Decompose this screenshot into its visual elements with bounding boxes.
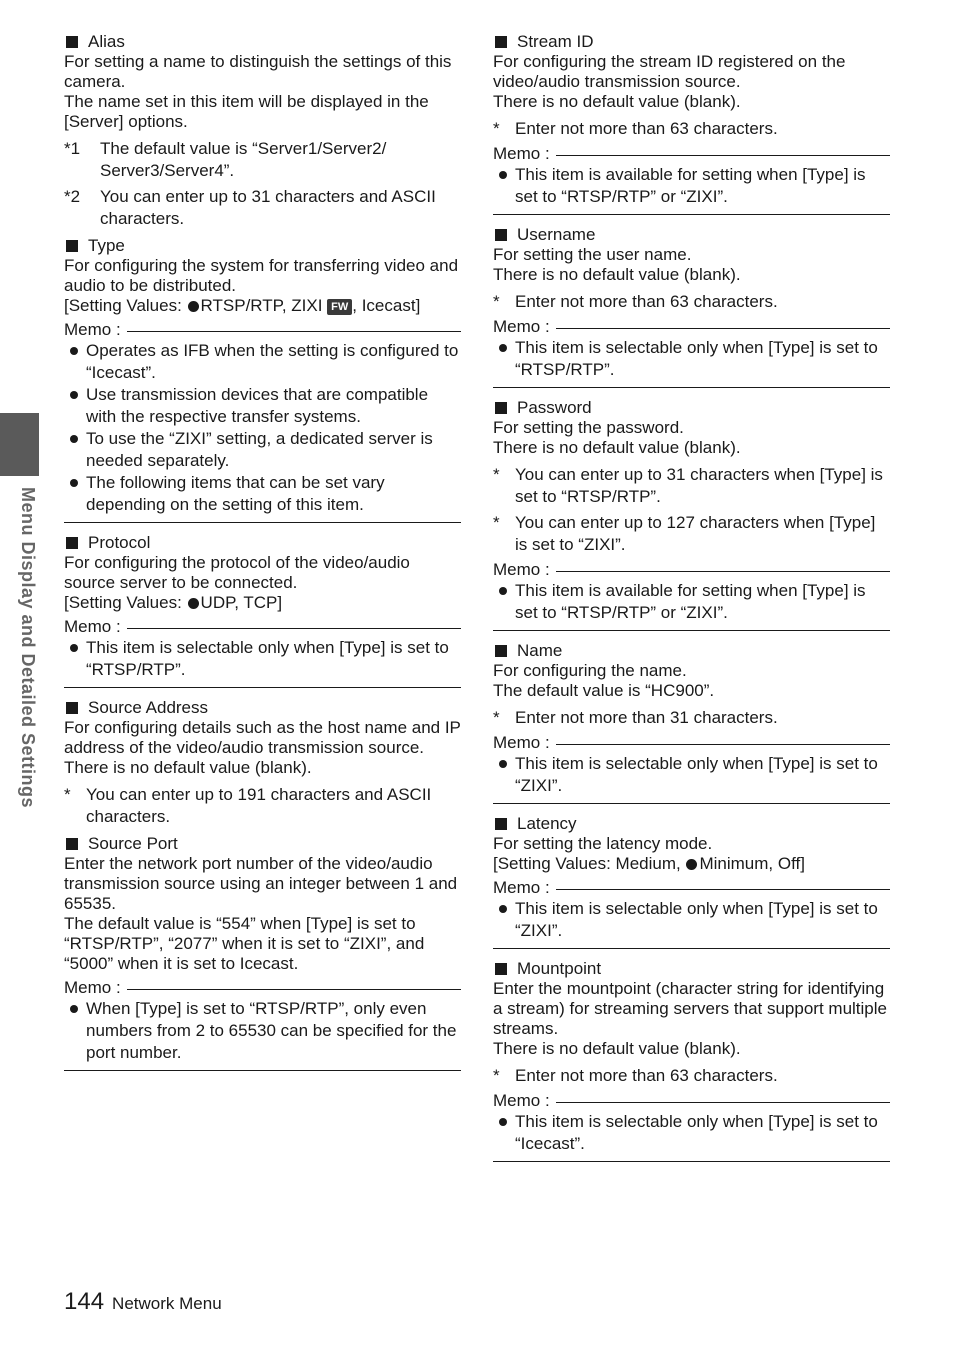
- page-footer: [64, 1288, 222, 1315]
- asterisk-notes: [493, 707, 890, 729]
- asterisk-note: [64, 784, 461, 828]
- memo-header: [493, 560, 890, 580]
- memo-text: The following items that can be set vary depending on the setting of this item.: [86, 473, 385, 514]
- memo-item: [64, 340, 461, 384]
- setting-section: [493, 641, 890, 804]
- asterisk-note: [493, 1065, 890, 1087]
- setting-default: UDP: [200, 593, 235, 612]
- right-column: [493, 32, 890, 1172]
- section-title: Name: [517, 641, 563, 660]
- asterisk-note-text: Enter not more than 63 characters.: [515, 1066, 778, 1085]
- section-body: [64, 256, 461, 316]
- section-title: Source Address: [88, 698, 209, 717]
- side-tab-text: Menu Display and Detailed Settings: [18, 487, 38, 809]
- section-heading: [493, 641, 890, 661]
- setting-section: [493, 32, 890, 215]
- asterisk-notes: [64, 784, 461, 828]
- bullet-dot-icon: [499, 905, 507, 913]
- section-body: [493, 979, 890, 1059]
- description-line: For setting a name to distinguish the settings of this camera.: [64, 52, 452, 91]
- section-heading: [64, 32, 461, 52]
- memo-text: This item is available for setting when [Type] is set to “RTSP/RTP” or “ZIXI”.: [515, 165, 866, 206]
- memo-header: [493, 1091, 890, 1111]
- asterisk-note-text: Enter not more than 63 characters.: [515, 292, 778, 311]
- footnote-mark: *2: [64, 187, 81, 206]
- memo-list: [493, 753, 890, 797]
- square-bullet-icon: [66, 240, 78, 252]
- section-end-rule: [493, 803, 890, 804]
- left-column: [64, 32, 461, 1081]
- memo-text: This item is available for setting when [Type] is set to “RTSP/RTP” or “ZIXI”.: [515, 581, 866, 622]
- memo-label: Memo :: [493, 733, 550, 752]
- setting-section: [64, 834, 461, 1071]
- bullet-dot-icon: [499, 760, 507, 768]
- section-end-rule: [64, 687, 461, 688]
- description-line: The default value is “HC900”.: [493, 681, 715, 700]
- memo-list: [493, 898, 890, 942]
- memo-list: [64, 340, 461, 516]
- memo-text: This item is selectable only when [Type] is set to “RTSP/RTP”.: [515, 338, 878, 379]
- memo-rule: [127, 628, 461, 629]
- memo-text: This item is selectable only when [Type] is set to “Icecast”.: [515, 1112, 878, 1153]
- square-bullet-icon: [66, 702, 78, 714]
- memo-text: This item is selectable only when [Type] is set to “ZIXI”.: [515, 899, 878, 940]
- footnote-text: The default value is “Server1/Server2/ Server3/Server4”.: [100, 139, 387, 180]
- asterisk-note-text: Enter not more than 31 characters.: [515, 708, 778, 727]
- section-end-rule: [64, 1070, 461, 1071]
- asterisk-notes: [493, 464, 890, 556]
- memo-item: [64, 472, 461, 516]
- bullet-dot-icon: [499, 344, 507, 352]
- memo-rule: [556, 328, 890, 329]
- asterisk-note: [493, 512, 890, 556]
- section-end-rule: [493, 387, 890, 388]
- section-end-rule: [493, 1161, 890, 1162]
- section-heading: [493, 225, 890, 245]
- memo-header: [493, 144, 890, 164]
- page-number: 144: [64, 1288, 105, 1315]
- memo-list: [493, 164, 890, 208]
- memo-item: [64, 384, 461, 428]
- default-marker-icon: [188, 598, 199, 609]
- description-line: For setting the password.: [493, 418, 684, 437]
- asterisk-notes: [493, 118, 890, 140]
- side-tab-marker: [0, 413, 39, 476]
- setting-section: [64, 32, 461, 230]
- memo-rule: [127, 989, 461, 990]
- section-title: Type: [88, 236, 125, 255]
- memo-item: [64, 428, 461, 472]
- memo-rule: [127, 331, 461, 332]
- asterisk-icon: *: [493, 1066, 500, 1085]
- setting-section: [493, 814, 890, 949]
- square-bullet-icon: [495, 963, 507, 975]
- memo-item: [493, 898, 890, 942]
- memo-text: This item is selectable only when [Type] is set to “ZIXI”.: [515, 754, 878, 795]
- memo-item: [64, 637, 461, 681]
- section-heading: [493, 398, 890, 418]
- section-body: [493, 834, 890, 874]
- description-line: There is no default value (blank).: [493, 92, 741, 111]
- description-line: There is no default value (blank).: [493, 438, 741, 457]
- memo-item: [493, 164, 890, 208]
- memo-header: [64, 617, 461, 637]
- setting-middle: , ZIXI: [281, 296, 328, 315]
- description-line: For configuring the protocol of the video/audio source server to be connected.: [64, 553, 410, 592]
- bullet-dot-icon: [70, 391, 78, 399]
- memo-list: [493, 337, 890, 381]
- square-bullet-icon: [66, 838, 78, 850]
- memo-text: To use the “ZIXI” setting, a dedicated server is needed separately.: [86, 429, 433, 470]
- setting-section: [64, 533, 461, 688]
- description-line: For configuring details such as the host name and IP address of the video/audio transmission source.: [64, 718, 461, 757]
- section-title: Password: [517, 398, 592, 417]
- memo-label: Memo :: [64, 978, 121, 997]
- section-title: Protocol: [88, 533, 151, 552]
- memo-list: [493, 1111, 890, 1155]
- memo-rule: [556, 889, 890, 890]
- memo-rule: [556, 155, 890, 156]
- section-heading: [493, 32, 890, 52]
- section-body: [493, 245, 890, 285]
- memo-header: [64, 320, 461, 340]
- description-line: Enter the network port number of the video/audio transmission source using an integer between 1 and 65535.: [64, 854, 458, 913]
- memo-header: [493, 878, 890, 898]
- section-title: Source Port: [88, 834, 178, 853]
- memo-item: [493, 1111, 890, 1155]
- memo-list: [493, 580, 890, 624]
- footnote-text: You can enter up to 31 characters and ASCII characters.: [100, 187, 436, 228]
- section-body: [493, 418, 890, 458]
- setting-section: [493, 959, 890, 1162]
- setting-suffix: , Icecast]: [352, 296, 421, 315]
- memo-header: [493, 733, 890, 753]
- setting-middle: , Off]: [768, 854, 805, 873]
- section-body: [64, 553, 461, 613]
- description-line: There is no default value (blank).: [493, 1039, 741, 1058]
- description-line: For setting the user name.: [493, 245, 692, 264]
- asterisk-note-text: Enter not more than 63 characters.: [515, 119, 778, 138]
- setting-default: Minimum: [699, 854, 769, 873]
- section-end-rule: [64, 522, 461, 523]
- memo-rule: [556, 1102, 890, 1103]
- asterisk-icon: *: [493, 292, 500, 311]
- side-tab-label: [10, 487, 40, 847]
- asterisk-note: [493, 291, 890, 313]
- default-marker-icon: [686, 859, 697, 870]
- section-heading: [64, 533, 461, 553]
- description-line: For setting the latency mode.: [493, 834, 713, 853]
- square-bullet-icon: [66, 36, 78, 48]
- memo-text: Use transmission devices that are compatible with the respective transfer systems.: [86, 385, 429, 426]
- memo-text: This item is selectable only when [Type] is set to “RTSP/RTP”.: [86, 638, 449, 679]
- square-bullet-icon: [495, 645, 507, 657]
- section-end-rule: [493, 948, 890, 949]
- section-title: Username: [517, 225, 596, 244]
- setting-values: [64, 296, 461, 316]
- description-line: The default value is “554” when [Type] is set to “RTSP/RTP”, “2077” when it is set to “ZIXI”, and “5000” when it is set to Icecast.: [64, 914, 425, 973]
- setting-default: RTSP/RTP: [200, 296, 282, 315]
- description-line: There is no default value (blank).: [64, 758, 312, 777]
- memo-header: [64, 978, 461, 998]
- bullet-dot-icon: [499, 1118, 507, 1126]
- setting-prefix: [Setting Values: Medium,: [493, 854, 686, 873]
- section-end-rule: [493, 214, 890, 215]
- bullet-dot-icon: [70, 644, 78, 652]
- square-bullet-icon: [495, 229, 507, 241]
- asterisk-note: [493, 118, 890, 140]
- asterisk-note: [493, 707, 890, 729]
- default-marker-icon: [188, 301, 199, 312]
- setting-values: [493, 854, 890, 874]
- bullet-dot-icon: [70, 1005, 78, 1013]
- square-bullet-icon: [495, 818, 507, 830]
- asterisk-icon: *: [493, 119, 500, 138]
- memo-text: When [Type] is set to “RTSP/RTP”, only even numbers from 2 to 65530 can be specified for the port number.: [86, 999, 457, 1062]
- footnote: [64, 138, 461, 182]
- section-title: Latency: [517, 814, 577, 833]
- setting-values: [64, 593, 461, 613]
- description-line: For configuring the name.: [493, 661, 687, 680]
- description-line: The name set in this item will be displayed in the [Server] options.: [64, 92, 429, 131]
- bullet-dot-icon: [499, 587, 507, 595]
- memo-label: Memo :: [493, 1091, 550, 1110]
- section-body: [64, 854, 461, 974]
- setting-prefix: [Setting Values:: [64, 593, 187, 612]
- setting-section: [64, 236, 461, 523]
- bullet-dot-icon: [70, 479, 78, 487]
- footnote-mark: *1: [64, 139, 81, 158]
- asterisk-icon: *: [64, 785, 71, 804]
- memo-label: Memo :: [64, 617, 121, 636]
- memo-list: [64, 998, 461, 1064]
- asterisk-icon: *: [493, 513, 500, 532]
- section-title: Stream ID: [517, 32, 594, 51]
- section-title: Mountpoint: [517, 959, 602, 978]
- asterisk-notes: [493, 1065, 890, 1087]
- fw-badge-icon: FW: [327, 299, 352, 315]
- square-bullet-icon: [66, 537, 78, 549]
- memo-rule: [556, 744, 890, 745]
- section-heading: [64, 698, 461, 718]
- section-heading: [493, 959, 890, 979]
- memo-item: [493, 337, 890, 381]
- section-body: [64, 718, 461, 778]
- memo-text: Operates as IFB when the setting is configured to “Icecast”.: [86, 341, 459, 382]
- footer-section-title: Network Menu: [112, 1294, 222, 1313]
- memo-header: [493, 317, 890, 337]
- memo-rule: [556, 571, 890, 572]
- memo-item: [493, 580, 890, 624]
- section-end-rule: [493, 630, 890, 631]
- memo-label: Memo :: [493, 317, 550, 336]
- setting-middle: , TCP]: [234, 593, 283, 612]
- footnote: [64, 186, 461, 230]
- description-line: For configuring the stream ID registered on the video/audio transmission source.: [493, 52, 846, 91]
- description-line: For configuring the system for transferring video and audio to be distributed.: [64, 256, 459, 295]
- asterisk-note-text: You can enter up to 127 characters when [Type] is set to “ZIXI”.: [515, 513, 876, 554]
- asterisk-note-text: You can enter up to 191 characters and ASCII characters.: [86, 785, 432, 826]
- memo-label: Memo :: [493, 560, 550, 579]
- square-bullet-icon: [495, 402, 507, 414]
- setting-section: [493, 398, 890, 631]
- section-heading: [64, 834, 461, 854]
- description-line: Enter the mountpoint (character string for identifying a stream) for streaming servers that support multiple streams.: [493, 979, 887, 1038]
- section-title: Alias: [88, 32, 125, 51]
- setting-section: [493, 225, 890, 388]
- memo-label: Memo :: [493, 144, 550, 163]
- memo-label: Memo :: [64, 320, 121, 339]
- section-body: [493, 52, 890, 112]
- section-heading: [493, 814, 890, 834]
- asterisk-note: [493, 464, 890, 508]
- memo-label: Memo :: [493, 878, 550, 897]
- bullet-dot-icon: [499, 171, 507, 179]
- asterisk-notes: [493, 291, 890, 313]
- section-body: [64, 52, 461, 132]
- section-heading: [64, 236, 461, 256]
- bullet-dot-icon: [70, 435, 78, 443]
- memo-list: [64, 637, 461, 681]
- section-body: [493, 661, 890, 701]
- memo-item: [64, 998, 461, 1064]
- bullet-dot-icon: [70, 347, 78, 355]
- description-line: There is no default value (blank).: [493, 265, 741, 284]
- asterisk-icon: *: [493, 708, 500, 727]
- asterisk-icon: *: [493, 465, 500, 484]
- setting-prefix: [Setting Values:: [64, 296, 187, 315]
- setting-section: [64, 698, 461, 828]
- square-bullet-icon: [495, 36, 507, 48]
- footnotes: [64, 138, 461, 230]
- memo-item: [493, 753, 890, 797]
- asterisk-note-text: You can enter up to 31 characters when [Type] is set to “RTSP/RTP”.: [515, 465, 883, 506]
